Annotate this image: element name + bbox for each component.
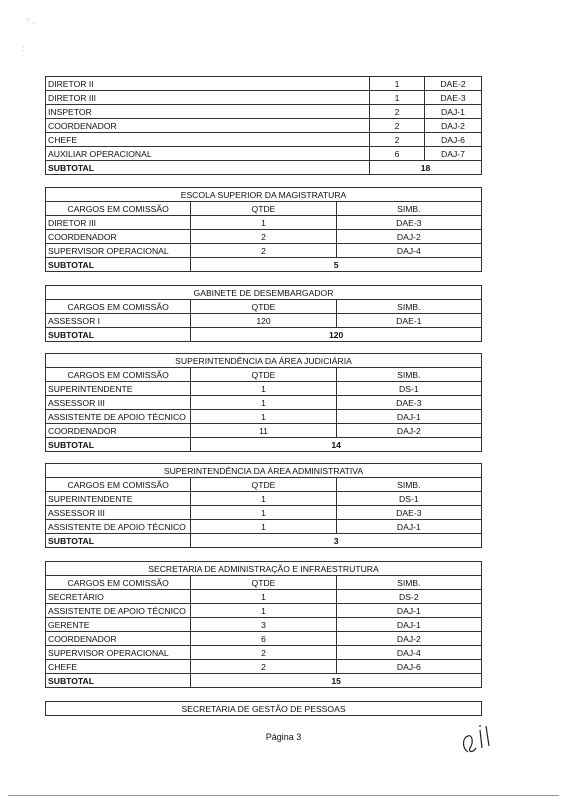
simb-cell: DAJ-7	[425, 147, 482, 161]
qtde-cell: 6	[191, 632, 336, 646]
subtotal-value: 15	[191, 674, 482, 688]
simb-cell: DAJ-1	[336, 410, 481, 424]
cargos-table	[45, 76, 482, 175]
subtotal-label: SUBTOTAL	[46, 534, 191, 548]
subtotal-value: 14	[191, 438, 482, 452]
column-header-qtde: QTDE	[191, 576, 336, 590]
column-header-simb: SIMB.	[336, 478, 481, 492]
page-bottom-edge	[8, 795, 559, 796]
qtde-cell: 120	[191, 314, 336, 328]
qtde-cell: 1	[191, 382, 336, 396]
simb-cell: DAE-3	[336, 506, 481, 520]
table-row	[46, 216, 482, 230]
column-header-cargo: CARGOS EM COMISSÃO	[46, 202, 191, 216]
cargo-cell: SUPERVISOR OPERACIONAL	[46, 646, 191, 660]
qtde-cell: 1	[191, 410, 336, 424]
cargo-cell: ASSISTENTE DE APOIO TÉCNICO	[46, 604, 191, 618]
signature-initials	[456, 718, 496, 760]
column-header-cargo: CARGOS EM COMISSÃO	[46, 478, 191, 492]
table-row	[46, 660, 482, 674]
simb-cell: DS-1	[336, 382, 481, 396]
cargo-cell: ASSISTENTE DE APOIO TÉCNICO	[46, 520, 191, 534]
table-header-row	[46, 576, 482, 590]
column-header-qtde: QTDE	[191, 478, 336, 492]
table-row	[46, 604, 482, 618]
column-header-qtde: QTDE	[191, 368, 336, 382]
qtde-cell: 1	[191, 492, 336, 506]
qtde-cell: 1	[191, 396, 336, 410]
cargo-cell: ASSESSOR III	[46, 396, 191, 410]
subtotal-value: 3	[191, 534, 482, 548]
cargos-table	[45, 353, 482, 452]
qtde-cell: 2	[191, 244, 336, 258]
qtde-cell: 1	[191, 604, 336, 618]
subtotal-row	[46, 258, 482, 272]
column-header-cargo: CARGOS EM COMISSÃO	[46, 368, 191, 382]
simb-cell: DAJ-4	[336, 244, 481, 258]
page-number: Página 3	[265, 732, 302, 742]
cargo-cell: SECRETÁRIO	[46, 590, 191, 604]
subtotal-row	[46, 438, 482, 452]
cargo-cell: ASSESSOR III	[46, 506, 191, 520]
scan-mark: :	[22, 44, 25, 53]
table-title-row	[46, 286, 482, 300]
simb-cell: DS-1	[336, 492, 481, 506]
subtotal-label: SUBTOTAL	[46, 438, 191, 452]
cargo-cell: GERENTE	[46, 618, 191, 632]
cargos-table	[45, 701, 482, 716]
cargo-cell: ASSESSOR I	[46, 314, 191, 328]
table-row	[46, 314, 482, 328]
simb-cell: DAJ-6	[425, 133, 482, 147]
table-title: ESCOLA SUPERIOR DA MAGISTRATURA	[46, 188, 482, 202]
subtotal-value: 120	[191, 328, 482, 342]
table-title-row	[46, 562, 482, 576]
cargos-table	[45, 285, 482, 342]
table-row	[46, 590, 482, 604]
table-title: SUPERINTENDÊNCIA DA ÁREA ADMINISTRATIVA	[46, 464, 482, 478]
table-row	[46, 424, 482, 438]
table-row	[46, 632, 482, 646]
table-row	[46, 230, 482, 244]
simb-cell: DAE-2	[425, 77, 482, 91]
subtotal-row	[46, 328, 482, 342]
qtde-cell: 1	[191, 216, 336, 230]
table-row	[46, 244, 482, 258]
column-header-qtde: QTDE	[191, 202, 336, 216]
cargo-cell: DIRETOR II	[46, 77, 370, 91]
qtde-cell: 2	[370, 133, 425, 147]
table-header-row	[46, 478, 482, 492]
cargo-cell: SUPERVISOR OPERACIONAL	[46, 244, 191, 258]
simb-cell: DAJ-6	[336, 660, 481, 674]
simb-cell: DAJ-1	[336, 618, 481, 632]
cargos-table	[45, 463, 482, 548]
subtotal-row	[46, 161, 482, 175]
simb-cell: DAJ-2	[336, 230, 481, 244]
column-header-cargo: CARGOS EM COMISSÃO	[46, 576, 191, 590]
qtde-cell: 2	[370, 105, 425, 119]
simb-cell: DS-2	[336, 590, 481, 604]
table-row	[46, 105, 482, 119]
table-row	[46, 382, 482, 396]
qtde-cell: 1	[191, 590, 336, 604]
cargo-cell: COORDENADOR	[46, 424, 191, 438]
subtotal-label: SUBTOTAL	[46, 328, 191, 342]
table-title-row	[46, 188, 482, 202]
cargo-cell: COORDENADOR	[46, 632, 191, 646]
simb-cell: DAE-3	[336, 396, 481, 410]
cargos-table	[45, 561, 482, 688]
cargo-cell: AUXILIAR OPERACIONAL	[46, 147, 370, 161]
simb-cell: DAJ-2	[336, 632, 481, 646]
table-row	[46, 410, 482, 424]
table-row	[46, 506, 482, 520]
table-header-row	[46, 300, 482, 314]
column-header-qtde: QTDE	[191, 300, 336, 314]
table-row	[46, 133, 482, 147]
column-header-simb: SIMB.	[336, 576, 481, 590]
cargo-cell: CHEFE	[46, 660, 191, 674]
cargo-cell: DIRETOR III	[46, 216, 191, 230]
column-header-simb: SIMB.	[336, 368, 481, 382]
column-header-cargo: CARGOS EM COMISSÃO	[46, 300, 191, 314]
simb-cell: DAJ-2	[336, 424, 481, 438]
column-header-simb: SIMB.	[336, 202, 481, 216]
subtotal-value: 18	[370, 161, 482, 175]
qtde-cell: 2	[370, 119, 425, 133]
qtde-cell: 2	[191, 230, 336, 244]
cargo-cell: COORDENADOR	[46, 230, 191, 244]
table-title: SECRETARIA DE GESTÃO DE PESSOAS	[46, 702, 482, 716]
simb-cell: DAJ-2	[425, 119, 482, 133]
cargo-cell: INSPETOR	[46, 105, 370, 119]
cargo-cell: COORDENADOR	[46, 119, 370, 133]
cargo-cell: CHEFE	[46, 133, 370, 147]
qtde-cell: 1	[191, 520, 336, 534]
table-row	[46, 396, 482, 410]
simb-cell: DAE-3	[336, 216, 481, 230]
qtde-cell: 3	[191, 618, 336, 632]
table-title: SECRETARIA DE ADMINISTRAÇÃO E INFRAESTRUTURA	[46, 562, 482, 576]
table-header-row	[46, 202, 482, 216]
cargo-cell: ASSISTENTE DE APOIO TÉCNICO	[46, 410, 191, 424]
simb-cell: DAJ-4	[336, 646, 481, 660]
table-title-row	[46, 702, 482, 716]
qtde-cell: 2	[191, 646, 336, 660]
simb-cell: DAJ-1	[425, 105, 482, 119]
column-header-simb: SIMB.	[336, 300, 481, 314]
scan-mark: · ˌ	[26, 14, 36, 25]
table-row	[46, 646, 482, 660]
qtde-cell: 1	[191, 506, 336, 520]
cargo-cell: SUPERINTENDENTE	[46, 382, 191, 396]
simb-cell: DAE-1	[336, 314, 481, 328]
subtotal-label: SUBTOTAL	[46, 161, 370, 175]
table-row	[46, 119, 482, 133]
table-title: GABINETE DE DESEMBARGADOR	[46, 286, 482, 300]
qtde-cell: 6	[370, 147, 425, 161]
table-row	[46, 492, 482, 506]
cargos-table	[45, 187, 482, 272]
cargo-cell: SUPERINTENDENTE	[46, 492, 191, 506]
subtotal-label: SUBTOTAL	[46, 258, 191, 272]
table-title: SUPERINTENDÊNCIA DA ÁREA JUDICIÁRIA	[46, 354, 482, 368]
qtde-cell: 1	[370, 77, 425, 91]
table-row	[46, 147, 482, 161]
simb-cell: DAJ-1	[336, 604, 481, 618]
simb-cell: DAE-3	[425, 91, 482, 105]
table-row	[46, 618, 482, 632]
subtotal-row	[46, 674, 482, 688]
qtde-cell: 2	[191, 660, 336, 674]
qtde-cell: 11	[191, 424, 336, 438]
cargo-cell: DIRETOR III	[46, 91, 370, 105]
simb-cell: DAJ-1	[336, 520, 481, 534]
table-header-row	[46, 368, 482, 382]
table-row	[46, 91, 482, 105]
table-row	[46, 77, 482, 91]
subtotal-value: 5	[191, 258, 482, 272]
subtotal-row	[46, 534, 482, 548]
qtde-cell: 1	[370, 91, 425, 105]
subtotal-label: SUBTOTAL	[46, 674, 191, 688]
table-title-row	[46, 354, 482, 368]
table-row	[46, 520, 482, 534]
table-title-row	[46, 464, 482, 478]
